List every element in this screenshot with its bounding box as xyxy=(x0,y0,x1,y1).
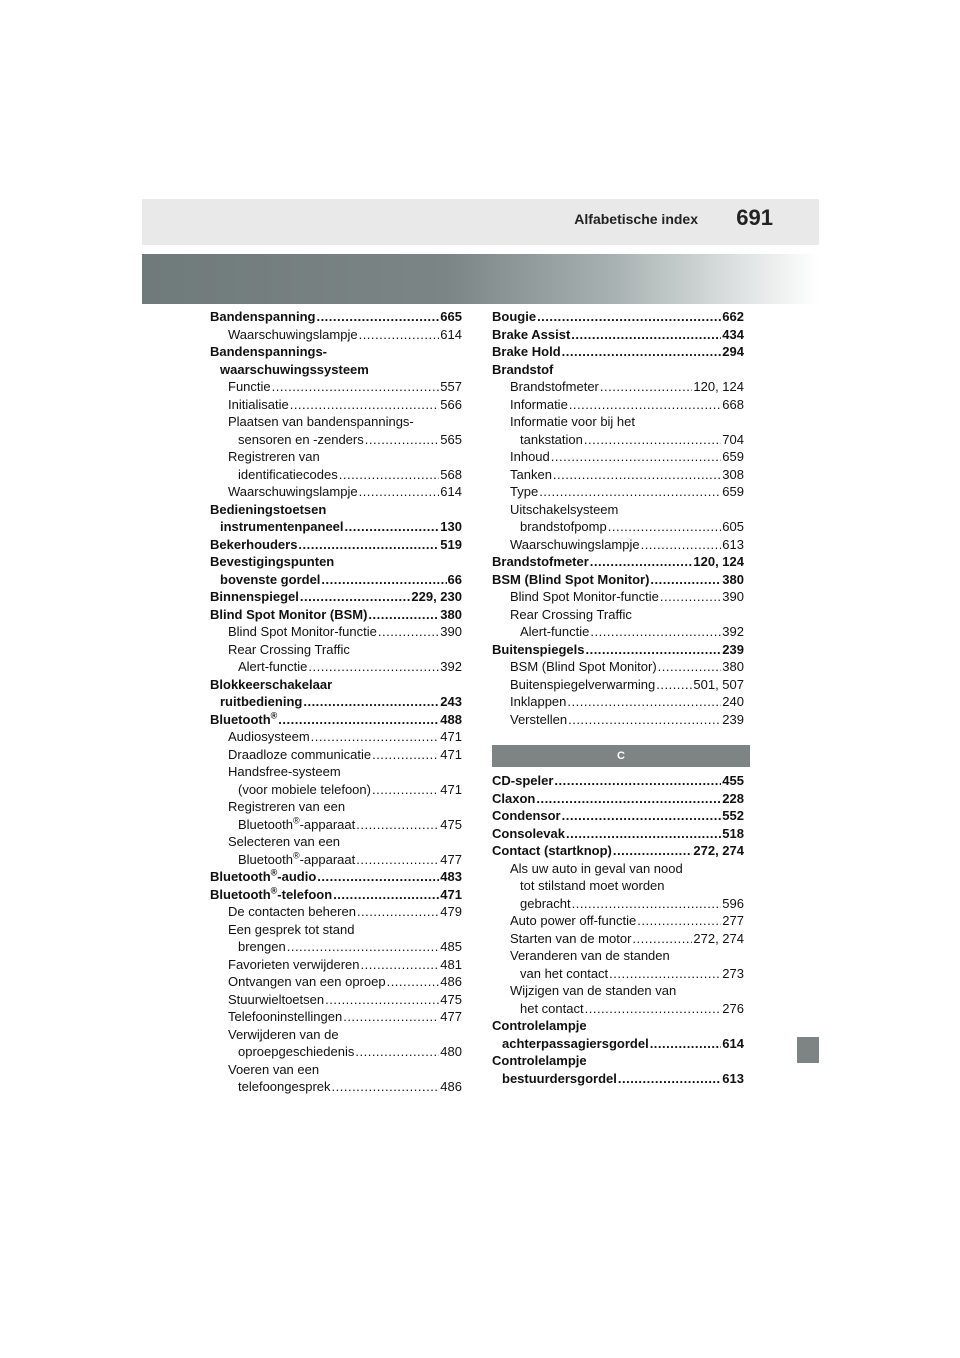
index-subentry: Bluetooth®-apparaat ..... 475 xyxy=(210,816,462,834)
index-entry-line: Bevestigingspunten xyxy=(210,554,335,569)
index-entry: Buitenspiegels ..... 239 xyxy=(492,641,744,659)
index-subentry: Verstellen ..... 239 xyxy=(492,711,744,729)
index-subentry-line: Rear Crossing Traffic xyxy=(510,606,632,622)
index-subentry: Alert-functie ..... 392 xyxy=(492,623,744,641)
index-subentry: Blind Spot Monitor-functie ..... 390 xyxy=(492,588,744,606)
section-letter-c: C xyxy=(492,745,750,767)
index-subentry-line: Voeren van een xyxy=(228,1061,320,1077)
index-subentry: het contact ..... 276 xyxy=(492,1000,744,1018)
index-entry-line: waarschuwingssysteem xyxy=(220,361,369,377)
index-subentry: Audiosysteem ..... 471 xyxy=(210,728,462,746)
index-subentry-line: Wijzigen van de standen van xyxy=(510,983,677,998)
index-entry-line: Controlelampje xyxy=(492,1053,587,1068)
thumb-index-tab xyxy=(797,1037,819,1063)
index-entry: instrumentenpaneel ..... 130 xyxy=(210,518,462,536)
index-entry: Binnenspiegel ..... 229, 230 xyxy=(210,588,462,606)
index-entry: Contact (startknop) ..... 272, 274 xyxy=(492,842,744,860)
index-entry: Condensor ..... 552 xyxy=(492,807,744,825)
index-subentry-line: Veranderen van de standen xyxy=(510,948,670,963)
index-entry: Brake Hold ..... 294 xyxy=(492,343,744,361)
index-subentry-line: Plaatsen van bandenspannings- xyxy=(228,414,414,429)
section-title: Alfabetische index xyxy=(574,211,698,227)
index-subentry: Brandstofmeter ..... 120, 124 xyxy=(492,378,744,396)
index-subentry-line: Verwijderen van de xyxy=(228,1026,339,1042)
page-number: 691 xyxy=(736,205,773,230)
index-subentry: Waarschuwingslampje ..... 613 xyxy=(492,536,744,554)
index-subentry: Tanken ..... 308 xyxy=(492,466,744,484)
decorative-gradient-bar xyxy=(142,254,819,304)
index-subentry: Auto power off-functie ..... 277 xyxy=(492,912,744,930)
index-entry: bestuurdersgordel ..... 613 xyxy=(492,1070,744,1088)
index-subentry-line: Rear Crossing Traffic xyxy=(228,641,350,657)
index-subentry: Bluetooth®-apparaat ..... 477 xyxy=(210,851,462,869)
index-subentry: Draadloze communicatie ..... 471 xyxy=(210,746,462,764)
index-subentry: van het contact ..... 273 xyxy=(492,965,744,983)
index-column-right xyxy=(492,308,744,1087)
index-entry: BSM (Blind Spot Monitor) ..... 380 xyxy=(492,571,744,589)
index-subentry: Functie ..... 557 xyxy=(210,378,462,396)
index-entry: Bekerhouders ..... 519 xyxy=(210,536,462,554)
index-subentry: brengen ..... 485 xyxy=(210,938,462,956)
index-entry: Brake Assist ..... 434 xyxy=(492,326,744,344)
index-entry: achterpassagiersgordel ..... 614 xyxy=(492,1035,744,1053)
index-subentry-line: Als uw auto in geval van nood xyxy=(510,860,683,876)
index-subentry-line: Informatie voor bij het xyxy=(510,414,636,429)
index-subentry-line: tot stilstand moet worden xyxy=(520,878,665,893)
index-subentry-line: Handsfree-systeem xyxy=(228,764,341,779)
index-entry: Bluetooth®-audio ..... 483 xyxy=(210,868,462,886)
index-subentry: Starten van de motor ..... 272, 274 xyxy=(492,930,744,948)
index-subentry: Inklappen ..... 240 xyxy=(492,693,744,711)
index-subentry-line: Registreren van xyxy=(228,449,320,464)
index-entry: Bougie ..... 662 xyxy=(492,308,744,326)
index-subentry: Alert-functie ..... 392 xyxy=(210,658,462,676)
index-subentry: Informatie ..... 668 xyxy=(492,396,744,414)
index-entry: CD-speler ..... 455 xyxy=(492,772,744,790)
index-entry: bovenste gordel ..... 66 xyxy=(210,571,462,589)
index-subentry: tankstation ..... 704 xyxy=(492,431,744,449)
index-subentry: oproepgeschiedenis ..... 480 xyxy=(210,1043,462,1061)
index-subentry: Favorieten verwijderen ..... 481 xyxy=(210,956,462,974)
index-entry: Bandenspanning ..... 665 xyxy=(210,308,462,326)
index-subentry: Buitenspiegelverwarming ..... 501, 507 xyxy=(492,676,744,694)
index-subentry: De contacten beheren ..... 479 xyxy=(210,903,462,921)
index-entry-line: Blokkeerschakelaar xyxy=(210,676,333,692)
index-subentry: Ontvangen van een oproep ..... 486 xyxy=(210,973,462,991)
index-entry: ruitbediening ..... 243 xyxy=(210,693,462,711)
index-subentry-line: Uitschakelsysteem xyxy=(510,501,619,517)
index-entry: Blind Spot Monitor (BSM) ..... 380 xyxy=(210,606,462,624)
index-entry: Bluetooth® ..... 488 xyxy=(210,711,462,729)
index-entry: Claxon ..... 228 xyxy=(492,790,744,808)
index-subentry: brandstofpomp ..... 605 xyxy=(492,518,744,536)
index-subentry-line: Selecteren van een xyxy=(228,834,341,849)
index-entry-line: Brandstof xyxy=(492,361,554,377)
index-subentry: Type ..... 659 xyxy=(492,483,744,501)
index-subentry: gebracht ..... 596 xyxy=(492,895,744,913)
index-subentry: telefoongesprek ..... 486 xyxy=(210,1078,462,1096)
header-bar xyxy=(142,199,819,245)
index-entry-line: Bandenspannings- xyxy=(210,344,328,359)
index-entry: Brandstofmeter ..... 120, 124 xyxy=(492,553,744,571)
index-entry: Consolevak ..... 518 xyxy=(492,825,744,843)
index-column-left xyxy=(210,308,462,1096)
index-subentry: identificatiecodes ..... 568 xyxy=(210,466,462,484)
index-entry-line: Controlelampje xyxy=(492,1018,587,1033)
index-subentry: Waarschuwingslampje ..... 614 xyxy=(210,483,462,501)
index-subentry: Waarschuwingslampje ..... 614 xyxy=(210,326,462,344)
index-subentry: (voor mobiele telefoon) ..... 471 xyxy=(210,781,462,799)
index-subentry: Blind Spot Monitor-functie ..... 390 xyxy=(210,623,462,641)
index-subentry: BSM (Blind Spot Monitor) ..... 380 xyxy=(492,658,744,676)
index-subentry: Stuurwieltoetsen ..... 475 xyxy=(210,991,462,1009)
index-entry-line: Bedieningstoetsen xyxy=(210,501,327,517)
index-subentry: Telefooninstellingen ..... 477 xyxy=(210,1008,462,1026)
index-subentry: sensoren en -zenders ..... 565 xyxy=(210,431,462,449)
index-entry: Bluetooth®-telefoon ..... 471 xyxy=(210,886,462,904)
index-subentry: Initialisatie ..... 566 xyxy=(210,396,462,414)
index-subentry: Inhoud ..... 659 xyxy=(492,448,744,466)
index-subentry-line: Registreren van een xyxy=(228,799,346,814)
index-subentry-line: Een gesprek tot stand xyxy=(228,921,355,937)
